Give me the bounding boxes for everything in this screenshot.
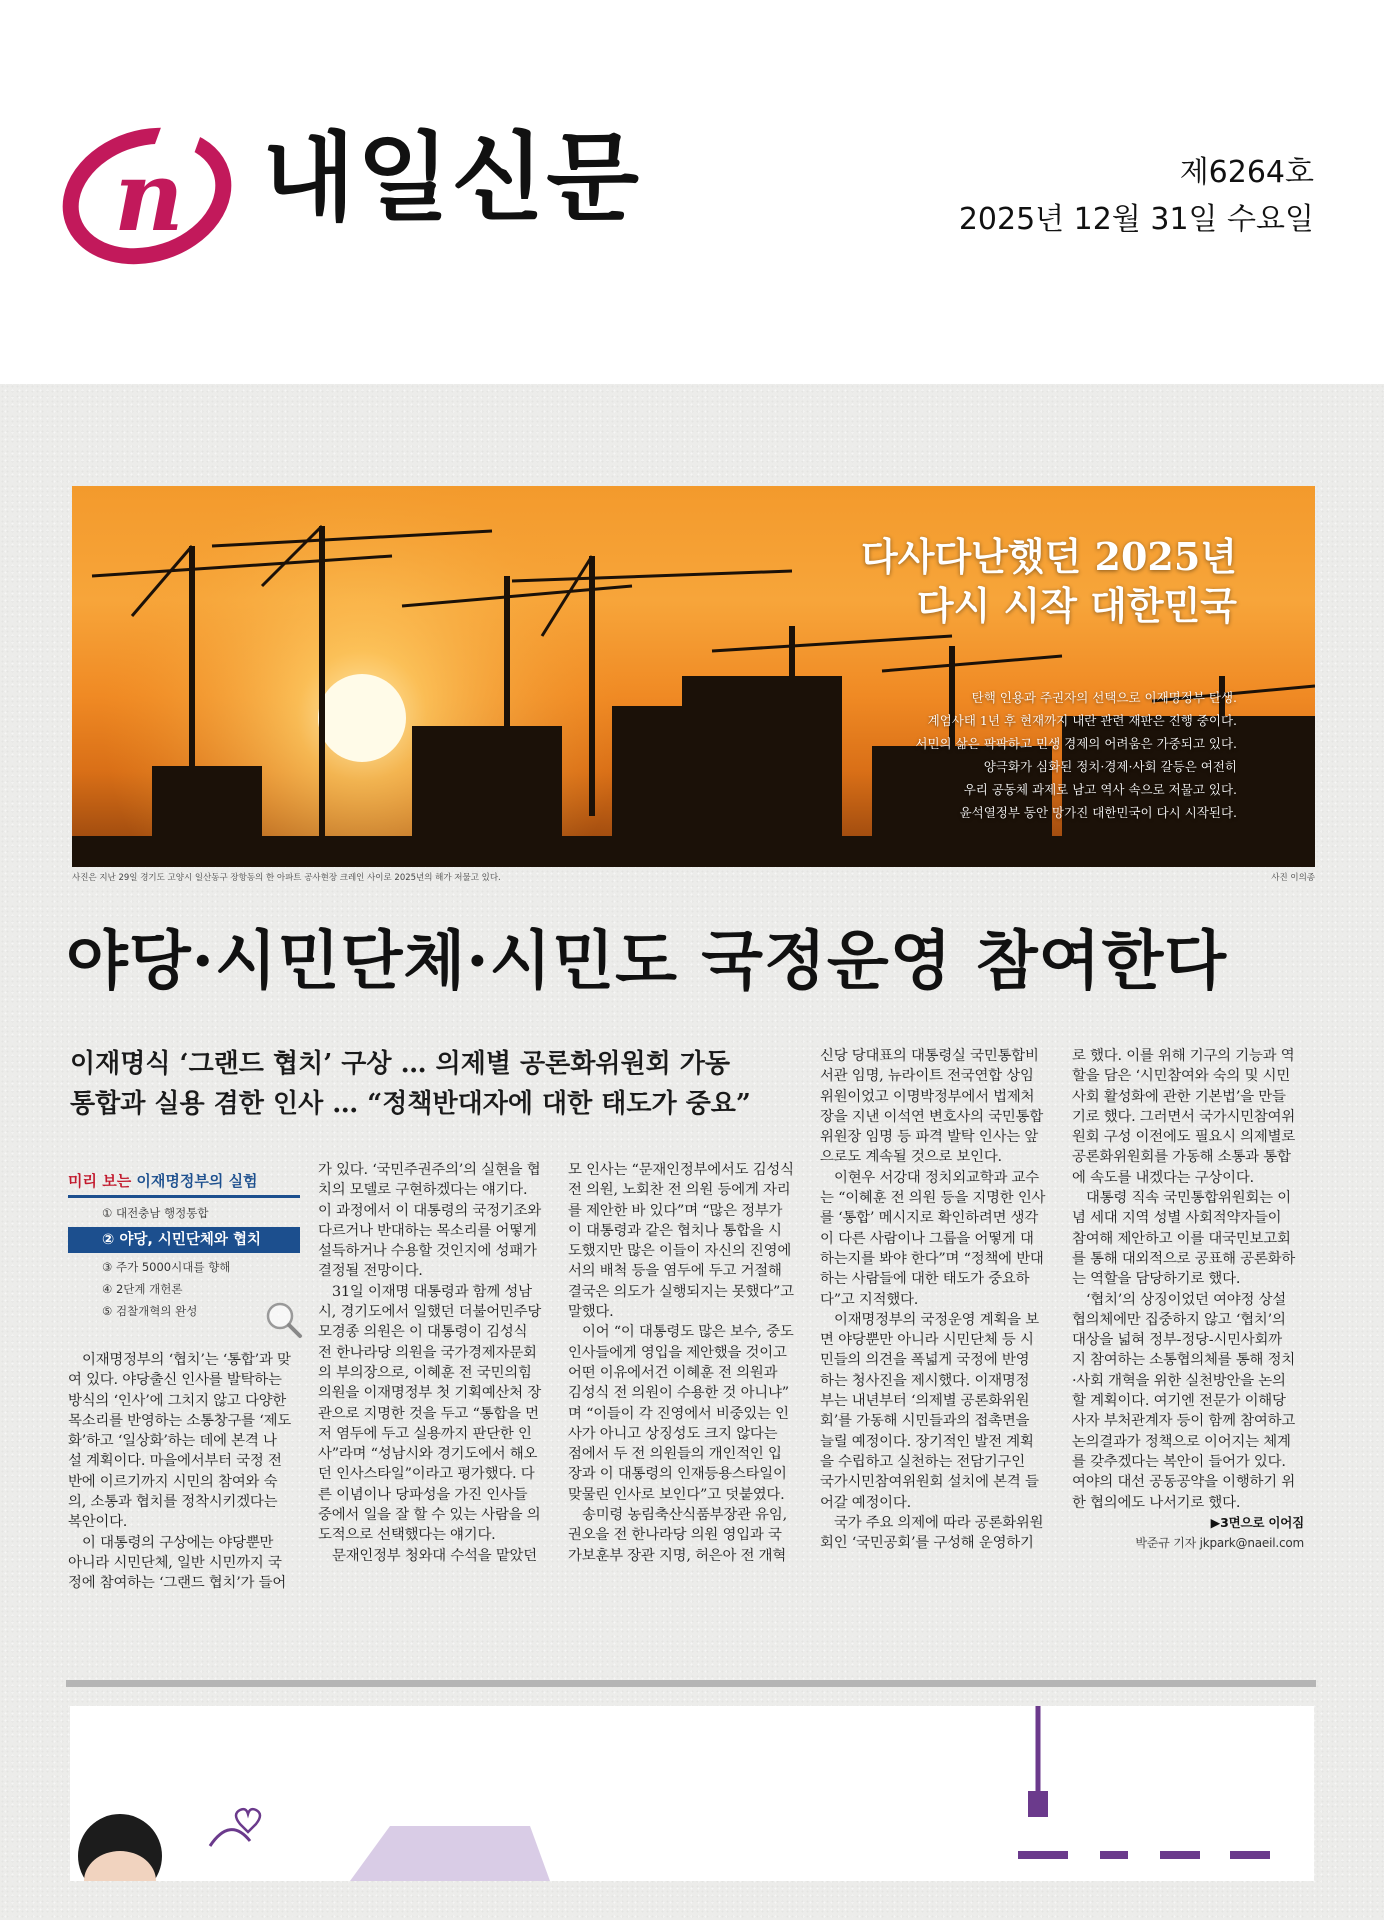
text-line: 는 역할을 담당하기로 했다.: [1072, 1271, 1241, 1288]
masthead: [0, 0, 1384, 384]
text-line: ‘협치’의 상징이었던 여야정 상설: [1086, 1291, 1286, 1308]
text-line: 말했다.: [568, 1304, 614, 1321]
series-item: ① 대전충남 행정통합: [102, 1206, 209, 1220]
text-line: 민들의 의견을 폭넓게 국정에 반영: [820, 1352, 1030, 1369]
series-title: [68, 1170, 300, 1191]
hero-text-line: 우리 공동체 과제로 남고 역사 속으로 저물고 있다.: [963, 782, 1237, 797]
text-line: 를 갖추겠다는 복안이 들어가 있다.: [1072, 1453, 1286, 1470]
text-line: 반에 이르기까지 시민의 참여와 숙: [68, 1473, 278, 1490]
text-line: 으로도 계속될 것으로 보인다.: [820, 1149, 1002, 1166]
text-line: 사회 활성화에 관한 기본법’을 만들: [1072, 1088, 1286, 1105]
series-item: ④ 2단계 개헌론: [102, 1282, 183, 1296]
subheadline: 이재명식 ‘그랜드 협치’ 구상 … 의제별 공론화위원회 가동: [70, 1049, 731, 1079]
continue-link[interactable]: ▶3면으로 이어짐: [1210, 1514, 1304, 1530]
article-column-2: [318, 1160, 550, 1566]
text-line: 른 이념이나 당파성을 가진 인사들: [318, 1486, 528, 1503]
series-box: [68, 1170, 300, 1342]
text-line: 의, 소통과 협치를 정착시키겠다는: [68, 1494, 278, 1511]
text-line: 권오을 전 한나라당 의원 영입과 국: [568, 1527, 782, 1544]
text-line: 회’를 가동해 시민들과의 접촉면을: [820, 1413, 1030, 1430]
text-line: 이 대통령의 구상에는 야당뿐만: [82, 1534, 274, 1551]
text-line: 이 다른 사람이나 그룹을 어떻게 대: [820, 1230, 1034, 1247]
text-line: ·사회 개혁을 위한 실천방안을 논의: [1072, 1372, 1286, 1389]
subheadlines: [70, 1044, 810, 1125]
text-line: 하는지를 봐야 한다”며 “정책에 반대: [820, 1250, 1044, 1267]
text-line: 며 “이들이 각 진영에서 비중있는 인: [568, 1405, 789, 1422]
photo-caption-row: [72, 871, 1315, 883]
text-line: 모 인사는 “문재인정부에서도 김성식: [568, 1162, 794, 1178]
text-line: 관으로 지명한 것을 두고 “통합을 먼: [318, 1405, 539, 1422]
text-line: 다”고 지적했다.: [820, 1291, 919, 1308]
series-item: ③ 주가 5000시대를 향해: [102, 1260, 231, 1274]
hero-text-line: 윤석열정부 동안 망가진 대한민국이 다시 시작된다.: [959, 805, 1237, 820]
text-line: 를 통해 대외적으로 공표해 공론화하: [1072, 1250, 1296, 1267]
text-line: 어갈 예정이다.: [820, 1494, 911, 1511]
hero-text-line: 양극화가 심화된 정치·경제·사회 갈등은 여전히: [983, 759, 1237, 774]
text-line: 복안이다.: [68, 1514, 128, 1531]
text-line: 사”라며 “성남시와 경기도에서 해오: [318, 1446, 538, 1463]
main-headline: 야당·시민단체·시민도 국정운영 참여한다: [66, 924, 1228, 999]
article-column-5: [1072, 1046, 1304, 1553]
text-line: 점에서 두 전 의원들의 개인적인 입: [568, 1446, 782, 1463]
text-line: 치의 모델로 구현하겠다는 얘기다.: [318, 1182, 528, 1199]
text-line: 서의 배척 등을 염두에 두고 거절해: [568, 1263, 782, 1280]
text-line: 사가 아니고 상징성도 크지 않다는: [568, 1425, 778, 1442]
issue-date: 2025년 12월 31일 수요일: [958, 201, 1314, 237]
article-column-1: [68, 1350, 300, 1594]
text-line: 신당 당대표의 대통령실 국민통합비: [820, 1048, 1039, 1064]
text-line: 늘릴 예정이다. 장기적인 발전 계획: [820, 1433, 1034, 1450]
photo-caption: 사진은 지난 29일 경기도 고양시 일산동구 장항동의 한 아파트 공사현장 크레인 사이로 2025년의 해가 저물고 있다.: [72, 873, 501, 883]
series-title-main: 이재명정부의 실험: [136, 1172, 258, 1190]
text-line: 지 참여하는 소통협의체를 통해 정치: [1072, 1352, 1296, 1369]
text-line: 맞물린 인사로 보인다”고 덧붙였다.: [568, 1486, 785, 1503]
text-line: 모경종 의원은 이 대통령이 김성식: [318, 1324, 528, 1341]
hero-title-line: 다시 시작 대한민국: [916, 583, 1237, 629]
text-line: 한 협의에도 나서기로 했다.: [1072, 1494, 1241, 1511]
text-line: 를 제안한 바 있다”며 “많은 정부가: [568, 1202, 783, 1219]
text-line: 로 했다. 이를 위해 기구의 기능과 역: [1072, 1048, 1295, 1064]
byline: 박준규 기자 jkpark@naeil.com: [1135, 1536, 1304, 1551]
text-line: 전 한나라당 의원을 국가경제자문회: [318, 1344, 537, 1361]
text-line: 정에 참여하는 ‘그랜드 협치’가 들어: [68, 1575, 287, 1592]
article-column-3: [568, 1160, 800, 1566]
subheadline: 통합과 실용 겸한 인사 … “정책반대자에 대한 태도가 중요”: [70, 1089, 751, 1120]
text-line: 도했지만 많은 이들이 자신의 진영에: [568, 1243, 792, 1260]
svg-text:n: n: [114, 140, 184, 253]
text-line: 는 “이혜훈 전 의원 등을 지명한 인사: [820, 1190, 1046, 1207]
text-line: 에 속도를 내겠다는 구상이다.: [1072, 1169, 1254, 1186]
text-line: 결국은 의도가 실행되지는 못했다”고: [568, 1283, 794, 1300]
naeil-logo-icon: [62, 122, 232, 270]
text-line: 설 계획이다. 마을에서부터 국정 전: [68, 1453, 282, 1470]
text-line: 송미령 농림축산식품부장관 유임,: [582, 1507, 787, 1524]
issue-number: 제6264호: [1179, 155, 1314, 190]
text-line: 장과 이 대통령의 인재등용스타일이: [568, 1466, 787, 1483]
text-line: 이현우 서강대 정치외교학과 교수: [834, 1169, 1039, 1186]
text-line: 문재인정부 청와대 수석을 맡았던: [332, 1547, 537, 1564]
text-line: 위원이었고 이명박정부에서 법제처: [820, 1088, 1035, 1105]
text-line: 부는 내년부터 ‘의제별 공론화위원: [820, 1393, 1030, 1410]
text-line: 전 의원, 노회찬 전 의원 등에게 자리: [568, 1182, 791, 1199]
text-line: 아니라 시민단체, 일반 시민까지 국: [68, 1554, 282, 1571]
text-line: 김성식 전 의원이 수용한 것 아니냐”: [568, 1385, 789, 1402]
text-line: 협의체에만 집중하지 않고 ‘협치’의: [1072, 1311, 1286, 1328]
text-line: 이 과정에서 이 대통령의 국정기조와: [318, 1202, 542, 1219]
text-line: 국가 주요 의제에 따라 공론화위원: [834, 1514, 1044, 1531]
hero-text-line: 계엄사태 1년 후 현재까지 내란 관련 재판은 진행 중이다.: [927, 713, 1237, 728]
text-line: 위원장 임명 등 파격 발탁 인사는 앞: [820, 1129, 1039, 1146]
hero-photo: [72, 486, 1315, 867]
series-title-prefix: 미리 보는: [68, 1172, 137, 1190]
text-line: 공론화위원회를 가동해 소통과 통합: [1072, 1149, 1291, 1166]
section-divider: [66, 1680, 1316, 1687]
text-line: 이재명정부의 ‘협치’는 ‘통합’과 맞: [82, 1352, 291, 1368]
newspaper-name: 내일신문: [262, 122, 641, 234]
text-line: 하는 사람들에 대한 태도가 중요하: [820, 1271, 1030, 1288]
text-line: 를 ‘통합’ 메시지로 확인하려면 생각: [820, 1210, 1039, 1227]
text-line: 가보훈부 장관 지명, 허은아 전 개혁: [568, 1547, 787, 1564]
text-line: 대상을 넓혀 정부-정당-시민사회까: [1072, 1332, 1282, 1349]
text-line: 사자 부처관계자 등이 함께 참여하고: [1072, 1413, 1296, 1430]
text-line: 의원을 이재명정부 첫 기획예산처 장: [318, 1385, 542, 1402]
text-line: 국가시민참여위원회 설치에 본격 들: [820, 1474, 1039, 1491]
hero-text-line: 서민의 삶은 팍팍하고 민생 경제의 어려움은 가중되고 있다.: [915, 736, 1237, 751]
text-line: 기로 했다. 그러면서 국가시민참여위: [1072, 1108, 1296, 1125]
text-line: 방식의 ‘인사’에 그치지 않고 다양한: [68, 1392, 287, 1409]
text-line: 중에서 일을 잘 할 수 있는 사람을 의: [318, 1507, 541, 1524]
newspaper-page: [0, 384, 1384, 1920]
text-line: 대통령 직속 국민통합위원회는 이: [1086, 1190, 1291, 1207]
text-line: 화’하고 ‘일상화’하는 데에 본격 나: [68, 1433, 277, 1450]
text-line: 다르거나 반대하는 목소리를 어떻게: [318, 1222, 537, 1239]
issue-info: [959, 150, 1314, 243]
text-line: 논의결과가 정책으로 이어지는 체계: [1072, 1433, 1291, 1450]
text-line: 의 부의장으로, 이혜훈 전 국민의힘: [318, 1364, 532, 1381]
hero-text: [915, 686, 1237, 824]
teaser-illustration: [70, 1706, 1314, 1881]
text-line: 던 인사스타일”이라고 평가했다. 다: [318, 1466, 535, 1483]
series-item-active: ② 야당, 시민단체와 협치: [68, 1227, 300, 1253]
text-line: 하는 청사진을 제시했다. 이재명정: [820, 1372, 1030, 1389]
text-line: 장을 지낸 이석연 변호사의 국민통합: [820, 1108, 1044, 1125]
text-line: 31일 이재명 대통령과 함께 성남: [332, 1283, 532, 1300]
text-line: 원회 구성 이전에도 필요시 의제별로: [1072, 1129, 1296, 1146]
text-line: 할을 담은 ‘시민참여와 숙의 및 시민: [1072, 1068, 1291, 1085]
text-line: 이재명정부의 국정운영 계획을 보: [834, 1311, 1039, 1328]
text-line: 어떤 이유에서건 이혜훈 전 의원과: [568, 1364, 778, 1381]
text-line: 회인 ‘국민공회’를 구성해 운영하기: [820, 1535, 1034, 1552]
teaser-strip: [70, 1706, 1314, 1881]
text-line: 이어 “이 대통령도 많은 보수, 중도: [582, 1324, 794, 1341]
series-rule: [68, 1195, 300, 1198]
text-line: 면 야당뿐만 아니라 시민단체 등 시: [820, 1332, 1034, 1349]
text-line: 을 수립하고 실천하는 전담기구인: [820, 1453, 1025, 1470]
hero-title: [861, 532, 1237, 631]
text-line: 서관 임명, 뉴라이트 전국연합 상임: [820, 1068, 1034, 1085]
text-line: 가 있다. ‘국민주권주의’의 실현을 협: [318, 1162, 541, 1178]
text-line: 설득하거나 수용할 것인지에 성패가: [318, 1243, 537, 1260]
text-line: 여야의 대선 공동공약을 이행하기 위: [1072, 1474, 1296, 1491]
text-line: 저 염두에 두고 실용까지 판단한 인: [318, 1425, 532, 1442]
magnifier-icon: [262, 1298, 304, 1340]
hero-text-line: 탄핵 인용과 주권자의 선택으로 이재명정부 탄생.: [971, 690, 1237, 705]
text-line: 참여해 제안하고 이를 대국민보고회: [1072, 1230, 1291, 1247]
text-line: 시, 경기도에서 일했던 더불어민주당: [318, 1304, 542, 1321]
text-line: 할 계획이다. 여기엔 전문가 이해당: [1072, 1393, 1286, 1410]
article-column-4: [820, 1046, 1052, 1553]
series-item: ⑤ 검찰개혁의 완성: [102, 1304, 198, 1318]
photo-credit: 사진 이의종: [1271, 873, 1315, 883]
text-line: 이 대통령과 같은 협치나 통합을 시: [568, 1222, 782, 1239]
text-line: 인사들에게 영입을 제안했을 것이고: [568, 1344, 787, 1361]
text-line: 결정될 전망이다.: [318, 1263, 423, 1280]
text-line: 여 있다. 야당출신 인사를 발탁하는: [68, 1372, 282, 1389]
text-line: 념 세대 지역 성별 사회적약자들이: [1072, 1210, 1282, 1227]
hero-title-line: 다사다난했던 2025년: [861, 534, 1237, 579]
text-line: 목소리를 반영하는 소통창구를 ‘제도: [68, 1412, 292, 1429]
text-line: 도적으로 선택했다는 얘기다.: [318, 1527, 496, 1544]
